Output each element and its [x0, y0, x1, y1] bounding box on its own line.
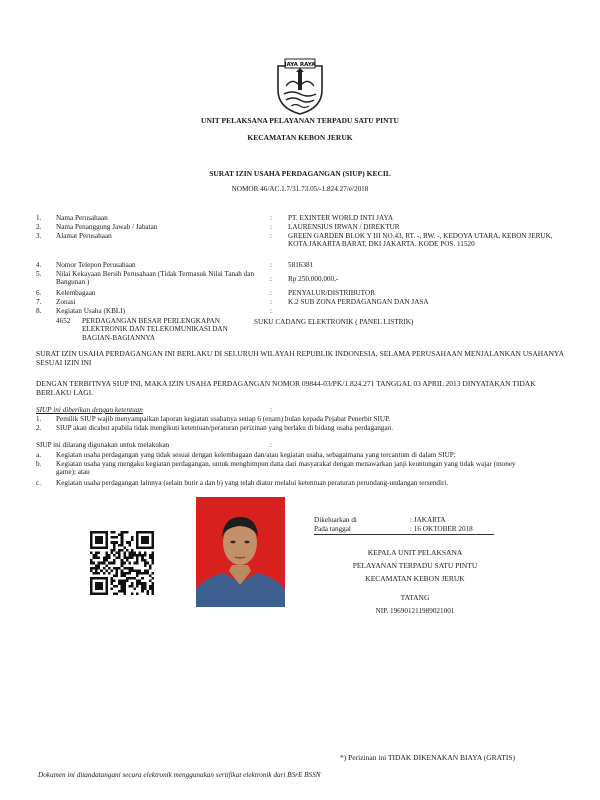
fee-note: *) Perizinan ini TIDAK DIKENAKAN BIAYA (GRATIS)	[340, 753, 515, 762]
document-number: NOMOR 46/AC.1.7/31.73.05/-1.824.27/e/2018	[231, 185, 369, 193]
issuance-divider	[314, 534, 494, 535]
district-name: KECAMATAN KEBON JERUK	[247, 133, 353, 142]
revocation-paragraph: DENGAN TERBITNYA SIUP INI, MAKA IZIN USAHA PERDAGANGAN NOMOR 09844-03/PK/1.824.271 TANGGAL 03 APRIL 2013 DINYATAKAN TIDAK BERLAKU LAGI.	[36, 379, 536, 397]
esign-note: Dokumen ini ditandatangani secara elektronik menggunakan sertifikat elektronik dari BSrE BSSN	[38, 771, 321, 779]
document-title: SURAT IZIN USAHA PERDAGANGAN (SIUP) KECIL	[209, 169, 391, 178]
signer-title-3: KECAMATAN KEBON JERUK	[365, 574, 465, 583]
issued-date: : 16 OKTOBER 2018	[410, 525, 473, 533]
kbli-product: SUKU CADANG ELEKTRONIK ( PANEL LISTRIK)	[254, 318, 414, 326]
issued-date-label: Pada tanggal	[314, 525, 351, 533]
kbli-description: PERDAGANGAN BESAR PERLENGKAPAN ELEKTRONIK DAN TELEKOMUNIKASI DAN BAGIAN-BAGIANNYA	[82, 317, 228, 342]
validity-paragraph: SURAT IZIN USAHA PERDAGANGAN INI BERLAKU DI SELURUH WILAYAH REPUBLIK INDONESIA, SELAMA PERUSAHAAN MENJALANKAN USAHANYA SESUAI IZIN INI	[36, 349, 564, 367]
office-name: UNIT PELAKSANA PELAYANAN TERPADU SATU PINTU	[201, 116, 399, 125]
emblem-text: JAYA RAYA	[284, 62, 316, 68]
kbli-code: 4652	[56, 317, 71, 325]
signer-title-1: KEPALA UNIT PELAKSANA	[367, 548, 463, 557]
jakarta-emblem	[272, 56, 328, 116]
prohibitions-heading: SIUP ini dilarang digunakan untuk melakukan :	[36, 441, 272, 449]
qr-code	[90, 531, 154, 595]
applicant-photo	[196, 497, 285, 607]
issued-place: : JAKARTA	[410, 516, 446, 524]
issued-place-label: Dikeluarkan di	[314, 516, 357, 524]
provisions-heading: SIUP ini diberikan dengan ketentuan :	[36, 406, 272, 414]
signer-title-2: PELAYANAN TERPADU SATU PINTU	[352, 561, 478, 570]
signer-nip: NIP. 196901211989021001	[375, 607, 455, 615]
signer-name: TATANG	[400, 593, 430, 602]
